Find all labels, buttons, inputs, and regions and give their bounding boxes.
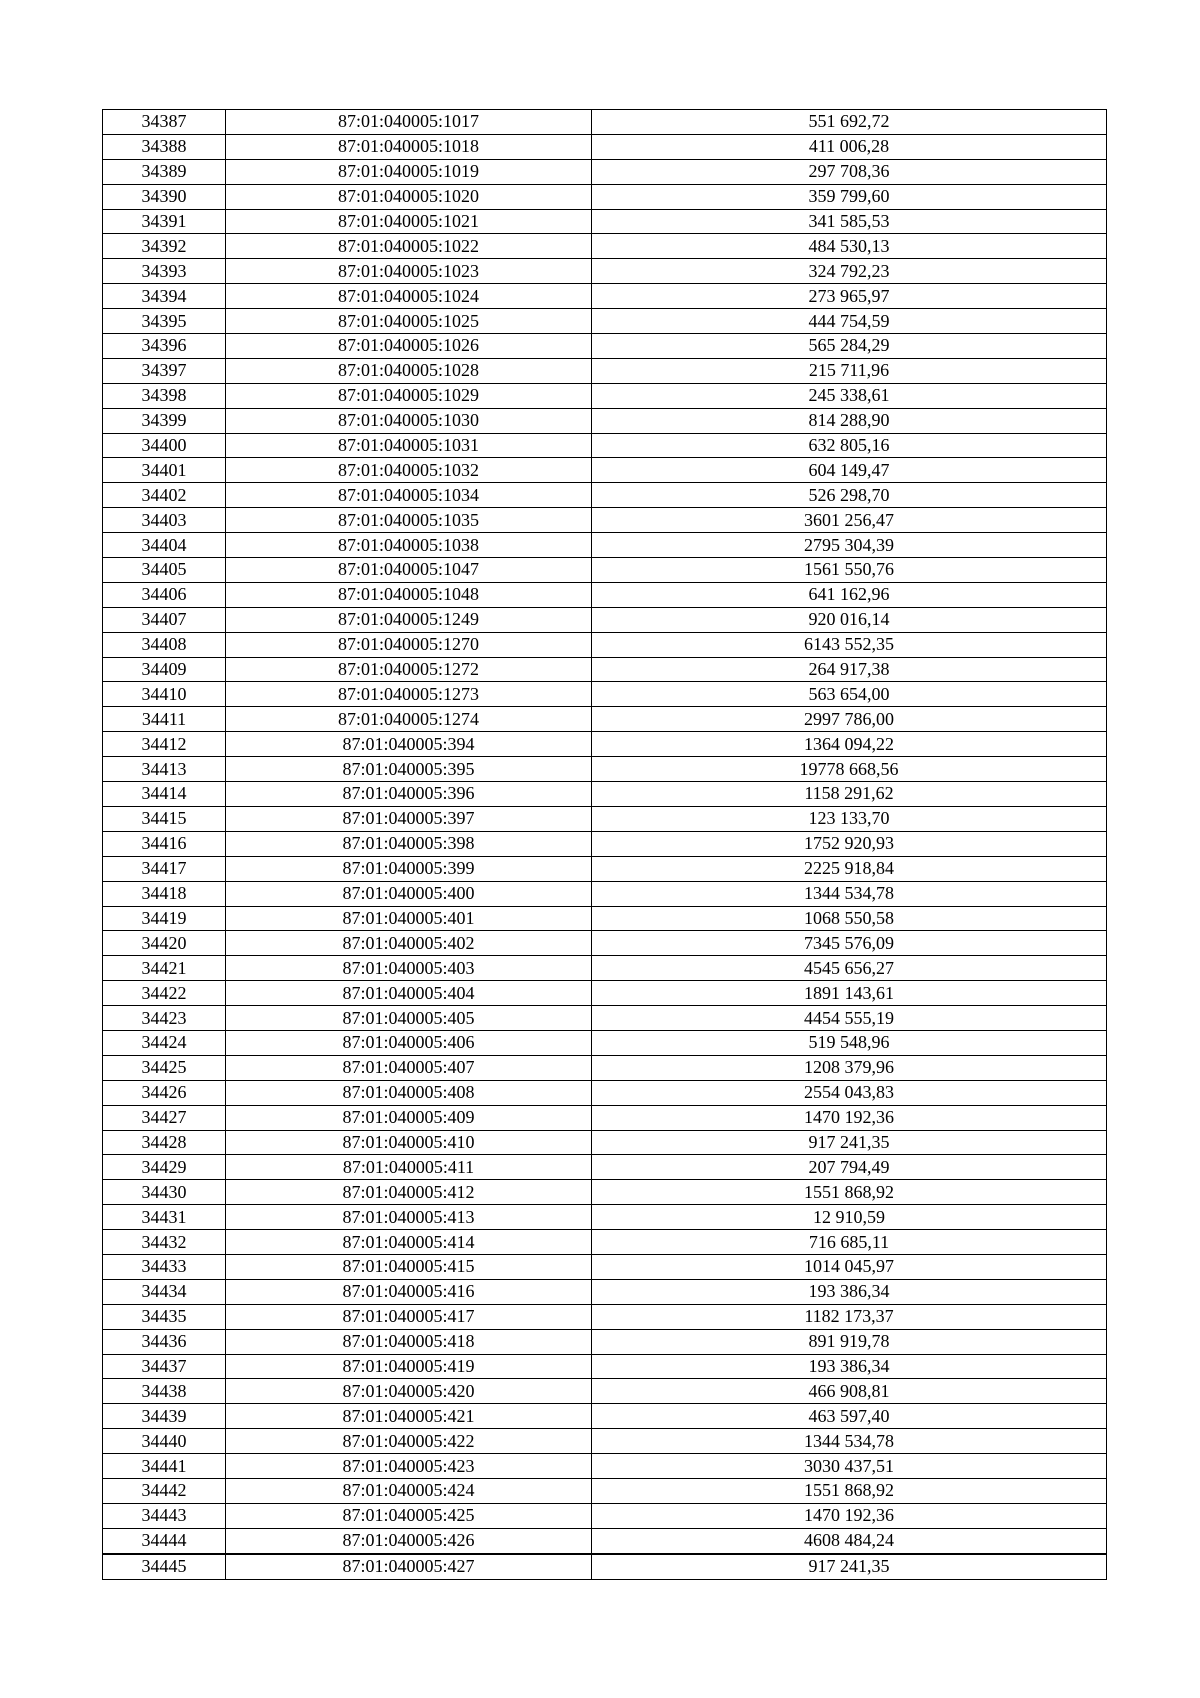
cadastral-number-cell: 87:01:040005:416 xyxy=(226,1279,592,1304)
table-row xyxy=(103,408,1107,433)
row-number-cell: 34403 xyxy=(103,508,226,533)
table-row xyxy=(103,1528,1107,1553)
row-number-cell: 34393 xyxy=(103,259,226,284)
row-number-cell: 34391 xyxy=(103,209,226,234)
cadastral-number-cell: 87:01:040005:417 xyxy=(226,1304,592,1329)
table-row xyxy=(103,1304,1107,1329)
table-row xyxy=(103,483,1107,508)
table-row xyxy=(103,906,1107,931)
value-cell: 1208 379,96 xyxy=(592,1055,1107,1080)
row-number-cell: 34395 xyxy=(103,309,226,334)
value-cell: 4608 484,24 xyxy=(592,1528,1107,1553)
value-cell: 466 908,81 xyxy=(592,1379,1107,1404)
row-number-cell: 34407 xyxy=(103,607,226,632)
value-cell: 1551 868,92 xyxy=(592,1478,1107,1503)
row-number-cell: 34414 xyxy=(103,782,226,807)
cadastral-number-cell: 87:01:040005:1024 xyxy=(226,284,592,309)
cadastral-number-cell: 87:01:040005:407 xyxy=(226,1055,592,1080)
value-cell: 484 530,13 xyxy=(592,234,1107,259)
value-cell: 273 965,97 xyxy=(592,284,1107,309)
cadastral-number-cell: 87:01:040005:406 xyxy=(226,1030,592,1055)
row-number-cell: 34438 xyxy=(103,1379,226,1404)
table-row xyxy=(103,1354,1107,1379)
row-number-cell: 34394 xyxy=(103,284,226,309)
table-row xyxy=(103,1429,1107,1454)
row-number-cell: 34404 xyxy=(103,533,226,558)
table-row xyxy=(103,1478,1107,1503)
table-row xyxy=(103,1230,1107,1255)
cadastral-number-cell: 87:01:040005:1019 xyxy=(226,159,592,184)
table-row xyxy=(103,508,1107,533)
row-number-cell: 34427 xyxy=(103,1105,226,1130)
cadastral-number-cell: 87:01:040005:423 xyxy=(226,1454,592,1479)
cadastral-number-cell: 87:01:040005:1021 xyxy=(226,209,592,234)
table-row xyxy=(103,831,1107,856)
cadastral-number-cell: 87:01:040005:414 xyxy=(226,1230,592,1255)
cadastral-number-cell: 87:01:040005:427 xyxy=(226,1554,592,1579)
row-number-cell: 34425 xyxy=(103,1055,226,1080)
row-number-cell: 34421 xyxy=(103,956,226,981)
table-row xyxy=(103,1454,1107,1479)
row-number-cell: 34406 xyxy=(103,582,226,607)
table-row xyxy=(103,184,1107,209)
value-cell: 341 585,53 xyxy=(592,209,1107,234)
value-cell: 1891 143,61 xyxy=(592,981,1107,1006)
table-body xyxy=(103,110,1107,1580)
table-row xyxy=(103,1055,1107,1080)
table-row xyxy=(103,607,1107,632)
table-row xyxy=(103,433,1107,458)
cadastral-number-cell: 87:01:040005:424 xyxy=(226,1478,592,1503)
cadastral-number-cell: 87:01:040005:394 xyxy=(226,732,592,757)
value-cell: 917 241,35 xyxy=(592,1130,1107,1155)
row-number-cell: 34422 xyxy=(103,981,226,1006)
value-cell: 297 708,36 xyxy=(592,159,1107,184)
value-cell: 2225 918,84 xyxy=(592,856,1107,881)
table-row xyxy=(103,1254,1107,1279)
table-row xyxy=(103,732,1107,757)
table-row xyxy=(103,856,1107,881)
cadastral-number-cell: 87:01:040005:1035 xyxy=(226,508,592,533)
table-row xyxy=(103,558,1107,583)
value-cell: 12 910,59 xyxy=(592,1205,1107,1230)
table-row xyxy=(103,110,1107,135)
row-number-cell: 34411 xyxy=(103,707,226,732)
cadastral-number-cell: 87:01:040005:1034 xyxy=(226,483,592,508)
table-row xyxy=(103,209,1107,234)
cadastral-number-cell: 87:01:040005:422 xyxy=(226,1429,592,1454)
value-cell: 324 792,23 xyxy=(592,259,1107,284)
cadastral-number-cell: 87:01:040005:1023 xyxy=(226,259,592,284)
value-cell: 920 016,14 xyxy=(592,607,1107,632)
cadastral-number-cell: 87:01:040005:412 xyxy=(226,1180,592,1205)
row-number-cell: 34428 xyxy=(103,1130,226,1155)
cadastral-number-cell: 87:01:040005:413 xyxy=(226,1205,592,1230)
value-cell: 193 386,34 xyxy=(592,1354,1107,1379)
value-cell: 641 162,96 xyxy=(592,582,1107,607)
value-cell: 1344 534,78 xyxy=(592,881,1107,906)
value-cell: 1551 868,92 xyxy=(592,1180,1107,1205)
table-row xyxy=(103,682,1107,707)
value-cell: 6143 552,35 xyxy=(592,632,1107,657)
table-row xyxy=(103,458,1107,483)
row-number-cell: 34400 xyxy=(103,433,226,458)
table-row xyxy=(103,707,1107,732)
value-cell: 563 654,00 xyxy=(592,682,1107,707)
row-number-cell: 34432 xyxy=(103,1230,226,1255)
value-cell: 1068 550,58 xyxy=(592,906,1107,931)
table-row xyxy=(103,134,1107,159)
value-cell: 359 799,60 xyxy=(592,184,1107,209)
table-row xyxy=(103,1080,1107,1105)
value-cell: 1561 550,76 xyxy=(592,558,1107,583)
cadastral-number-cell: 87:01:040005:410 xyxy=(226,1130,592,1155)
cadastral-number-cell: 87:01:040005:420 xyxy=(226,1379,592,1404)
value-cell: 1344 534,78 xyxy=(592,1429,1107,1454)
value-cell: 519 548,96 xyxy=(592,1030,1107,1055)
cadastral-number-cell: 87:01:040005:411 xyxy=(226,1155,592,1180)
table-row xyxy=(103,582,1107,607)
table-row xyxy=(103,234,1107,259)
row-number-cell: 34387 xyxy=(103,110,226,135)
table-row xyxy=(103,1155,1107,1180)
table-row xyxy=(103,1404,1107,1429)
table-row xyxy=(103,533,1107,558)
cadastral-number-cell: 87:01:040005:409 xyxy=(226,1105,592,1130)
value-cell: 4545 656,27 xyxy=(592,956,1107,981)
table-row xyxy=(103,358,1107,383)
value-cell: 411 006,28 xyxy=(592,134,1107,159)
value-cell: 1014 045,97 xyxy=(592,1254,1107,1279)
row-number-cell: 34405 xyxy=(103,558,226,583)
table-row xyxy=(103,284,1107,309)
value-cell: 7345 576,09 xyxy=(592,931,1107,956)
cadastral-number-cell: 87:01:040005:1017 xyxy=(226,110,592,135)
row-number-cell: 34402 xyxy=(103,483,226,508)
row-number-cell: 34419 xyxy=(103,906,226,931)
row-number-cell: 34413 xyxy=(103,757,226,782)
table-row xyxy=(103,259,1107,284)
table-row xyxy=(103,1205,1107,1230)
row-number-cell: 34408 xyxy=(103,632,226,657)
cadastral-number-cell: 87:01:040005:1020 xyxy=(226,184,592,209)
cadastral-number-cell: 87:01:040005:408 xyxy=(226,1080,592,1105)
table-row xyxy=(103,782,1107,807)
row-number-cell: 34424 xyxy=(103,1030,226,1055)
value-cell: 551 692,72 xyxy=(592,110,1107,135)
value-cell: 1364 094,22 xyxy=(592,732,1107,757)
table-row xyxy=(103,1130,1107,1155)
row-number-cell: 34423 xyxy=(103,1006,226,1031)
cadastral-number-cell: 87:01:040005:1018 xyxy=(226,134,592,159)
row-number-cell: 34442 xyxy=(103,1478,226,1503)
value-cell: 814 288,90 xyxy=(592,408,1107,433)
row-number-cell: 34409 xyxy=(103,657,226,682)
table-row xyxy=(103,1030,1107,1055)
cadastral-number-cell: 87:01:040005:1028 xyxy=(226,358,592,383)
row-number-cell: 34388 xyxy=(103,134,226,159)
cadastral-number-cell: 87:01:040005:1029 xyxy=(226,383,592,408)
row-number-cell: 34439 xyxy=(103,1404,226,1429)
value-cell: 19778 668,56 xyxy=(592,757,1107,782)
row-number-cell: 34436 xyxy=(103,1329,226,1354)
row-number-cell: 34445 xyxy=(103,1554,226,1579)
row-number-cell: 34392 xyxy=(103,234,226,259)
value-cell: 3601 256,47 xyxy=(592,508,1107,533)
row-number-cell: 34412 xyxy=(103,732,226,757)
value-cell: 123 133,70 xyxy=(592,806,1107,831)
cadastral-number-cell: 87:01:040005:1048 xyxy=(226,582,592,607)
cadastral-number-cell: 87:01:040005:404 xyxy=(226,981,592,1006)
value-cell: 463 597,40 xyxy=(592,1404,1107,1429)
cadastral-number-cell: 87:01:040005:426 xyxy=(226,1528,592,1553)
value-cell: 565 284,29 xyxy=(592,334,1107,359)
value-cell: 207 794,49 xyxy=(592,1155,1107,1180)
cadastral-number-cell: 87:01:040005:402 xyxy=(226,931,592,956)
cadastral-number-cell: 87:01:040005:421 xyxy=(226,1404,592,1429)
value-cell: 917 241,35 xyxy=(592,1554,1107,1579)
table-row xyxy=(103,881,1107,906)
cadastral-number-cell: 87:01:040005:415 xyxy=(226,1254,592,1279)
value-cell: 1182 173,37 xyxy=(592,1304,1107,1329)
cadastral-number-cell: 87:01:040005:1274 xyxy=(226,707,592,732)
cadastral-number-cell: 87:01:040005:396 xyxy=(226,782,592,807)
table-row xyxy=(103,309,1107,334)
cadastral-value-table xyxy=(102,109,1107,1580)
value-cell: 1470 192,36 xyxy=(592,1503,1107,1528)
row-number-cell: 34401 xyxy=(103,458,226,483)
row-number-cell: 34399 xyxy=(103,408,226,433)
cadastral-number-cell: 87:01:040005:1270 xyxy=(226,632,592,657)
table-row xyxy=(103,159,1107,184)
row-number-cell: 34389 xyxy=(103,159,226,184)
cadastral-number-cell: 87:01:040005:1031 xyxy=(226,433,592,458)
value-cell: 4454 555,19 xyxy=(592,1006,1107,1031)
cadastral-number-cell: 87:01:040005:1025 xyxy=(226,309,592,334)
table-row xyxy=(103,657,1107,682)
table-row xyxy=(103,806,1107,831)
row-number-cell: 34429 xyxy=(103,1155,226,1180)
row-number-cell: 34417 xyxy=(103,856,226,881)
row-number-cell: 34416 xyxy=(103,831,226,856)
row-number-cell: 34431 xyxy=(103,1205,226,1230)
cadastral-number-cell: 87:01:040005:1030 xyxy=(226,408,592,433)
row-number-cell: 34410 xyxy=(103,682,226,707)
table-row xyxy=(103,981,1107,1006)
cadastral-number-cell: 87:01:040005:398 xyxy=(226,831,592,856)
value-cell: 444 754,59 xyxy=(592,309,1107,334)
cadastral-number-cell: 87:01:040005:1047 xyxy=(226,558,592,583)
row-number-cell: 34443 xyxy=(103,1503,226,1528)
row-number-cell: 34418 xyxy=(103,881,226,906)
cadastral-number-cell: 87:01:040005:403 xyxy=(226,956,592,981)
cadastral-number-cell: 87:01:040005:1026 xyxy=(226,334,592,359)
table-row xyxy=(103,334,1107,359)
row-number-cell: 34398 xyxy=(103,383,226,408)
cadastral-number-cell: 87:01:040005:401 xyxy=(226,906,592,931)
row-number-cell: 34426 xyxy=(103,1080,226,1105)
row-number-cell: 34396 xyxy=(103,334,226,359)
table-row xyxy=(103,1006,1107,1031)
row-number-cell: 34444 xyxy=(103,1528,226,1553)
row-number-cell: 34441 xyxy=(103,1454,226,1479)
value-cell: 3030 437,51 xyxy=(592,1454,1107,1479)
cadastral-number-cell: 87:01:040005:1032 xyxy=(226,458,592,483)
table-row xyxy=(103,1105,1107,1130)
row-number-cell: 34430 xyxy=(103,1180,226,1205)
row-number-cell: 34390 xyxy=(103,184,226,209)
cadastral-number-cell: 87:01:040005:419 xyxy=(226,1354,592,1379)
value-cell: 891 919,78 xyxy=(592,1329,1107,1354)
cadastral-number-cell: 87:01:040005:1273 xyxy=(226,682,592,707)
cadastral-number-cell: 87:01:040005:399 xyxy=(226,856,592,881)
value-cell: 526 298,70 xyxy=(592,483,1107,508)
row-number-cell: 34415 xyxy=(103,806,226,831)
value-cell: 2554 043,83 xyxy=(592,1080,1107,1105)
value-cell: 1752 920,93 xyxy=(592,831,1107,856)
cadastral-number-cell: 87:01:040005:425 xyxy=(226,1503,592,1528)
table-row xyxy=(103,1329,1107,1354)
value-cell: 245 338,61 xyxy=(592,383,1107,408)
row-number-cell: 34437 xyxy=(103,1354,226,1379)
cadastral-number-cell: 87:01:040005:418 xyxy=(226,1329,592,1354)
value-cell: 2795 304,39 xyxy=(592,533,1107,558)
value-cell: 2997 786,00 xyxy=(592,707,1107,732)
value-cell: 1470 192,36 xyxy=(592,1105,1107,1130)
value-cell: 632 805,16 xyxy=(592,433,1107,458)
value-cell: 193 386,34 xyxy=(592,1279,1107,1304)
row-number-cell: 34434 xyxy=(103,1279,226,1304)
row-number-cell: 34420 xyxy=(103,931,226,956)
cadastral-number-cell: 87:01:040005:1022 xyxy=(226,234,592,259)
row-number-cell: 34433 xyxy=(103,1254,226,1279)
table-row xyxy=(103,1503,1107,1528)
cadastral-number-cell: 87:01:040005:1249 xyxy=(226,607,592,632)
table-row xyxy=(103,1180,1107,1205)
cadastral-number-cell: 87:01:040005:1038 xyxy=(226,533,592,558)
value-cell: 264 917,38 xyxy=(592,657,1107,682)
table-row xyxy=(103,931,1107,956)
cadastral-number-cell: 87:01:040005:405 xyxy=(226,1006,592,1031)
value-cell: 604 149,47 xyxy=(592,458,1107,483)
cadastral-number-cell: 87:01:040005:397 xyxy=(226,806,592,831)
table-row xyxy=(103,632,1107,657)
row-number-cell: 34397 xyxy=(103,358,226,383)
row-number-cell: 34435 xyxy=(103,1304,226,1329)
table-row xyxy=(103,1379,1107,1404)
value-cell: 1158 291,62 xyxy=(592,782,1107,807)
cadastral-number-cell: 87:01:040005:400 xyxy=(226,881,592,906)
table-row xyxy=(103,956,1107,981)
row-number-cell: 34440 xyxy=(103,1429,226,1454)
table-row xyxy=(103,383,1107,408)
table-row xyxy=(103,1279,1107,1304)
table-row xyxy=(103,757,1107,782)
cadastral-number-cell: 87:01:040005:395 xyxy=(226,757,592,782)
value-cell: 215 711,96 xyxy=(592,358,1107,383)
table-row xyxy=(103,1554,1107,1579)
cadastral-number-cell: 87:01:040005:1272 xyxy=(226,657,592,682)
value-cell: 716 685,11 xyxy=(592,1230,1107,1255)
